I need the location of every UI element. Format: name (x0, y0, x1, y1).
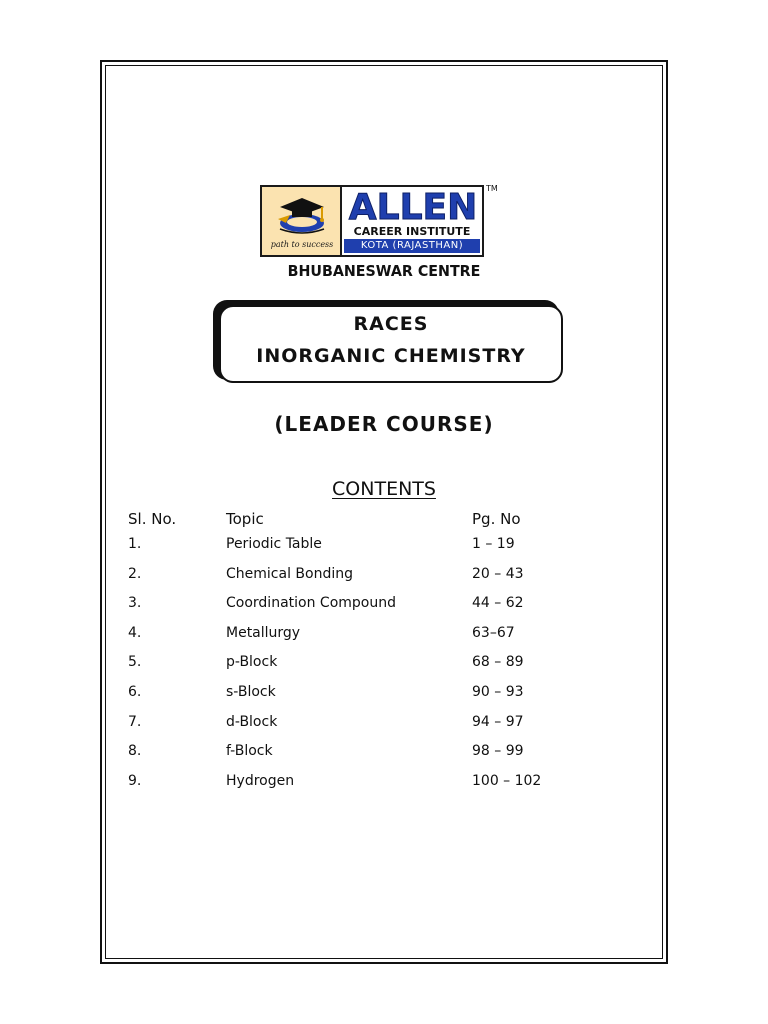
table-row (0, 743, 768, 767)
row-topic: Periodic Table (226, 536, 322, 552)
row-sl-no: 5. (128, 654, 142, 670)
table-row (0, 714, 768, 738)
row-sl-no: 9. (128, 773, 142, 789)
course-name: (LEADER COURSE) (274, 412, 494, 436)
row-sl-no: 4. (128, 625, 142, 641)
table-header-row (0, 510, 768, 534)
row-pages: 44 – 62 (472, 595, 524, 611)
row-pages: 20 – 43 (472, 566, 524, 582)
row-topic: Hydrogen (226, 773, 295, 789)
logo-tagline: path to success (270, 240, 334, 249)
row-sl-no: 6. (128, 684, 142, 700)
graduation-cap-icon (272, 193, 332, 237)
row-pages: 63–67 (472, 625, 515, 641)
institute-name: CAREER INSTITUTE (353, 225, 471, 238)
table-row (0, 654, 768, 678)
row-topic: Coordination Compound (226, 595, 396, 611)
row-pages: 94 – 97 (472, 714, 524, 730)
table-row (0, 595, 768, 619)
row-sl-no: 2. (128, 566, 142, 582)
row-topic: s-Block (226, 684, 276, 700)
row-pages: 90 – 93 (472, 684, 524, 700)
table-row (0, 625, 768, 649)
title-subject: INORGANIC CHEMISTRY (256, 345, 526, 367)
logo-emblem (262, 187, 342, 255)
row-topic: f-Block (226, 743, 273, 759)
logo-text-block (342, 187, 482, 255)
row-pages: 68 – 89 (472, 654, 524, 670)
brand-name: ALLEN (348, 187, 478, 228)
allen-logo (260, 185, 484, 257)
table-row (0, 536, 768, 560)
table-row (0, 684, 768, 708)
table-row (0, 566, 768, 590)
column-header-sl-no: Sl. No. (128, 510, 177, 528)
title-races: RACES (353, 313, 429, 335)
row-topic: Chemical Bonding (226, 566, 353, 582)
institute-location: KOTA (RAJASTHAN) (344, 239, 480, 253)
row-sl-no: 8. (128, 743, 142, 759)
row-pages: 1 – 19 (472, 536, 515, 552)
column-header-pg-no: Pg. No (472, 510, 521, 528)
column-header-topic: Topic (226, 510, 264, 528)
trademark-mark: TM (486, 184, 498, 193)
title-box (219, 305, 563, 383)
row-topic: Metallurgy (226, 625, 301, 641)
row-topic: p-Block (226, 654, 278, 670)
row-sl-no: 1. (128, 536, 142, 552)
row-pages: 98 – 99 (472, 743, 524, 759)
row-sl-no: 3. (128, 595, 142, 611)
row-pages: 100 – 102 (472, 773, 542, 789)
centre-name: BHUBANESWAR CENTRE (287, 262, 481, 280)
contents-heading: CONTENTS (332, 478, 436, 500)
row-topic: d-Block (226, 714, 278, 730)
table-row (0, 773, 768, 797)
row-sl-no: 7. (128, 714, 142, 730)
